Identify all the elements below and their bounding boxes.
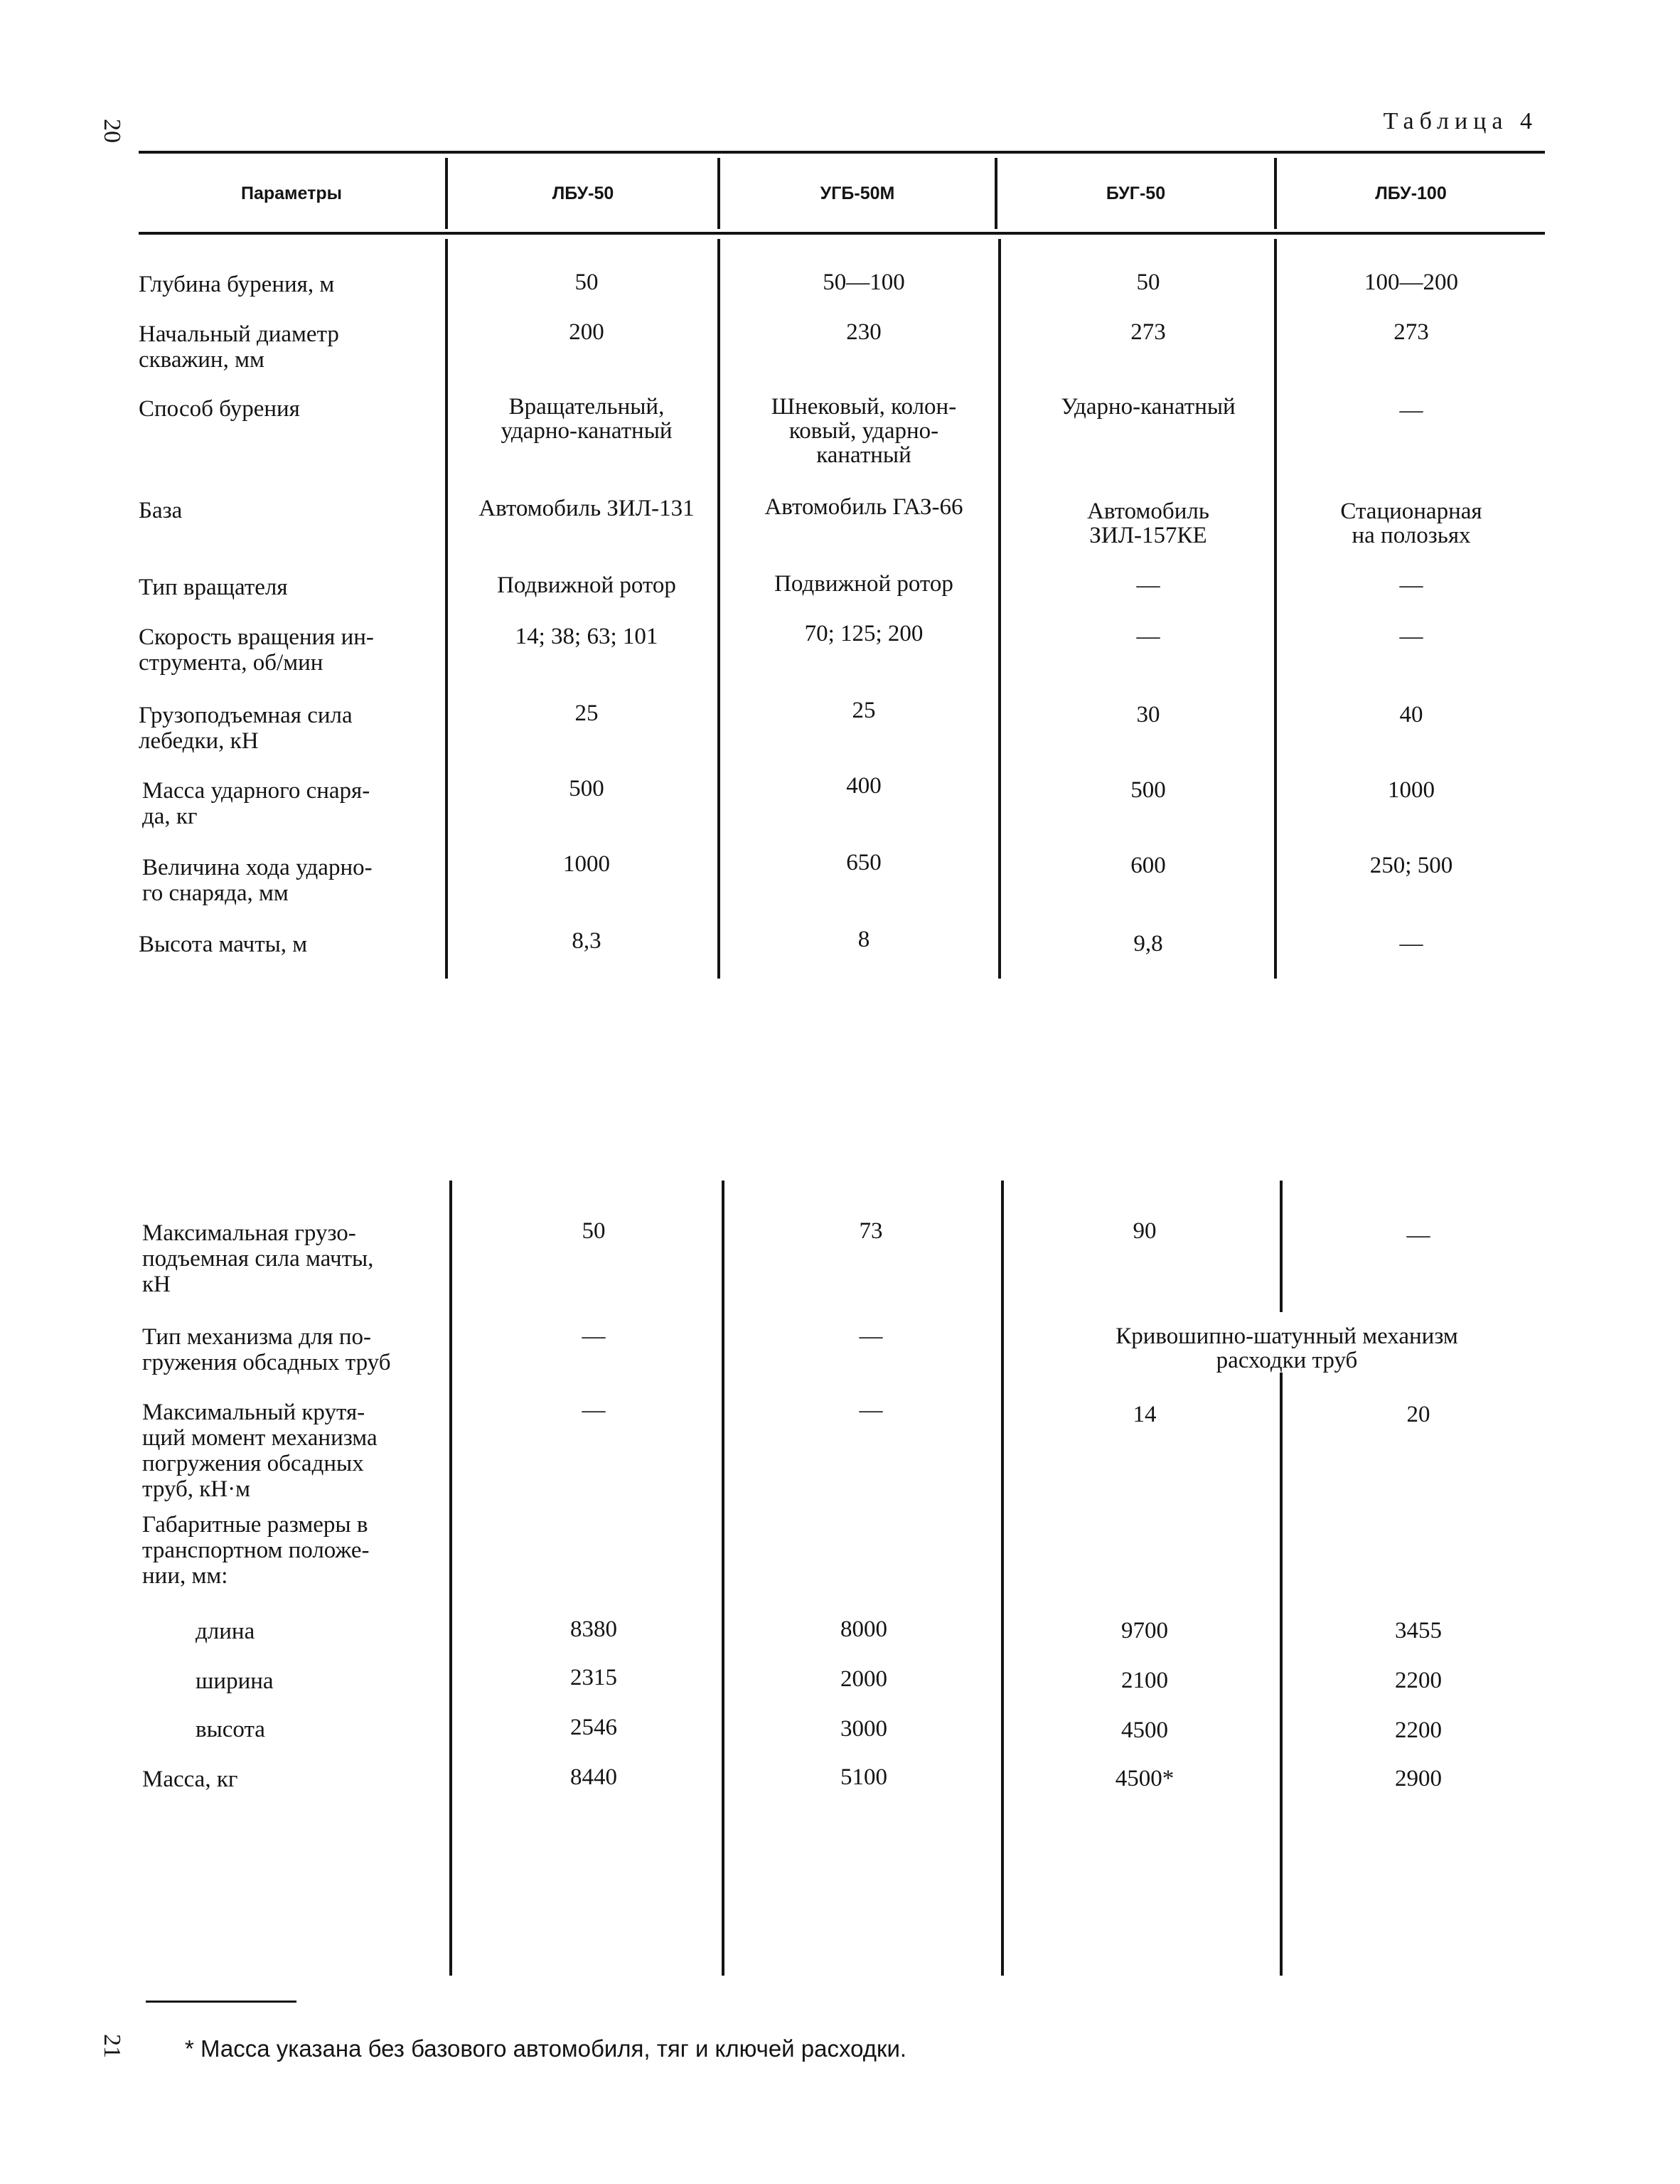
row-label: Масса ударного снаря- да, кг <box>142 778 370 829</box>
cell: 100—200 <box>1364 270 1458 295</box>
cell: 600 <box>1130 853 1166 878</box>
cell: — <box>1136 572 1160 598</box>
row-label: Скорость вращения ин- струмента, об/мин <box>139 624 374 676</box>
cell: 2200 <box>1395 1717 1442 1743</box>
cell: 8440 <box>570 1764 617 1790</box>
header-bug50: БУГ-50 <box>1106 183 1166 203</box>
cell: Стационарная на полозьях <box>1340 499 1482 548</box>
cell: 25 <box>852 698 876 723</box>
cell: Подвижной ротор <box>774 571 953 597</box>
row-label: Величина хода ударно- го снаряда, мм <box>142 855 373 906</box>
row-label: Максимальная грузо- подъемная сила мачты, кН <box>142 1220 374 1297</box>
cell: — <box>859 1397 883 1423</box>
cell: 50—100 <box>823 270 905 295</box>
body-divider-4b-upper <box>1280 1181 1283 1312</box>
cell: 2100 <box>1121 1668 1168 1693</box>
page-number-bottom: 21 <box>99 2034 125 2058</box>
cell: 273 <box>1393 319 1429 345</box>
row-label: Габаритные размеры в транспортном положе- нии, мм: <box>142 1512 370 1589</box>
cell: 2000 <box>840 1666 887 1692</box>
cell: 4500 <box>1121 1717 1168 1743</box>
cell: — <box>1399 398 1423 423</box>
cell: 20 <box>1406 1402 1430 1427</box>
row-label: длина <box>196 1619 255 1644</box>
cell: 40 <box>1399 702 1423 728</box>
table-top-rule <box>139 151 1545 154</box>
cell: — <box>1399 624 1423 649</box>
row-label: Начальный диаметр скважин, мм <box>139 321 339 373</box>
cell: 90 <box>1133 1218 1157 1244</box>
body-divider-3b <box>1001 1181 1004 1976</box>
cell: — <box>1399 931 1423 957</box>
cell: 650 <box>846 850 882 875</box>
cell: 400 <box>846 773 882 799</box>
cell: 25 <box>574 701 599 726</box>
cell: 3455 <box>1395 1618 1442 1644</box>
cell: 14; 38; 63; 101 <box>515 624 658 649</box>
cell: — <box>582 1397 606 1423</box>
cell: 1000 <box>1388 777 1435 803</box>
cell: 500 <box>569 776 604 801</box>
cell: 30 <box>1136 702 1160 728</box>
cell: 230 <box>846 319 882 345</box>
row-label: Грузоподъемная сила лебедки, кН <box>139 703 353 754</box>
header-ugb50m: УГБ-50М <box>820 183 895 203</box>
row-label: Максимальный крутя- щий момент механизма погружения обсадных труб, кН·м <box>142 1400 378 1502</box>
row-label: Тип механизма для по- гружения обсадных труб <box>142 1324 391 1375</box>
cell: 5100 <box>840 1764 887 1790</box>
header-params: Параметры <box>241 183 342 203</box>
cell: 500 <box>1130 777 1166 803</box>
cell: Автомобиль ЗИЛ-131 <box>478 496 695 521</box>
header-lbu50: ЛБУ-50 <box>552 183 614 203</box>
cell: Автомобиль ЗИЛ-157КЕ <box>1087 499 1209 548</box>
cell: 2546 <box>570 1715 617 1740</box>
cell: Автомобиль ГАЗ-66 <box>764 494 963 520</box>
row-label: База <box>139 498 183 523</box>
cell: Подвижной ротор <box>497 572 676 598</box>
table-title: Таблица 4 <box>1383 108 1538 134</box>
cell: — <box>1136 624 1160 649</box>
footnote: * Масса указана без базового автомобиля, тяг и ключей расходки. <box>185 2035 907 2062</box>
cell: 1000 <box>563 851 610 877</box>
cell: 9700 <box>1121 1618 1168 1644</box>
cell: Ударно-канатный <box>1061 394 1236 420</box>
cell: 70; 125; 200 <box>804 621 924 646</box>
row-label: Тип вращателя <box>139 575 288 600</box>
header-bottom-rule <box>139 232 1545 235</box>
cell: 8,3 <box>572 928 601 954</box>
cell: — <box>1406 1222 1430 1248</box>
cell: Вращательный, ударно-канатный <box>501 394 673 444</box>
cell: — <box>859 1323 883 1349</box>
body-divider-2b <box>722 1181 724 1976</box>
cell: 4500* <box>1115 1766 1175 1791</box>
cell: 50 <box>574 270 599 295</box>
row-label: Глубина бурения, м <box>139 272 335 297</box>
body-divider-3a <box>998 239 1001 979</box>
cell: 9,8 <box>1133 931 1163 957</box>
body-divider-4b-lower <box>1280 1355 1283 1976</box>
cell: 2200 <box>1395 1668 1442 1693</box>
cell: — <box>582 1323 606 1349</box>
row-label: высота <box>196 1717 265 1742</box>
cell: 200 <box>569 319 604 345</box>
row-label: Масса, кг <box>142 1767 238 1792</box>
footnote-rule <box>146 2001 296 2003</box>
cell: 8 <box>857 927 870 952</box>
cell: 250; 500 <box>1369 853 1453 878</box>
row-label: Высота мачты, м <box>139 932 308 957</box>
merged-cell-mechanism: Кривошипно-шатунный механизм расходки труб <box>1045 1324 1529 1373</box>
cell: 2900 <box>1395 1766 1442 1791</box>
cell: 2315 <box>570 1665 617 1690</box>
cell: 3000 <box>840 1716 887 1742</box>
cell: 8380 <box>570 1616 617 1642</box>
page-number-top: 20 <box>99 119 125 143</box>
cell: 273 <box>1130 319 1166 345</box>
cell: 73 <box>859 1218 883 1244</box>
cell: — <box>1399 572 1423 598</box>
cell: 14 <box>1133 1402 1157 1427</box>
row-label: ширина <box>196 1668 274 1694</box>
cell: 50 <box>582 1218 606 1244</box>
cell: Шнековый, колон- ковый, ударно- канатный <box>771 394 957 468</box>
cell: 8000 <box>840 1616 887 1642</box>
cell: 50 <box>1136 270 1160 295</box>
row-label: Способ бурения <box>139 396 300 422</box>
header-lbu100: ЛБУ-100 <box>1375 183 1447 203</box>
